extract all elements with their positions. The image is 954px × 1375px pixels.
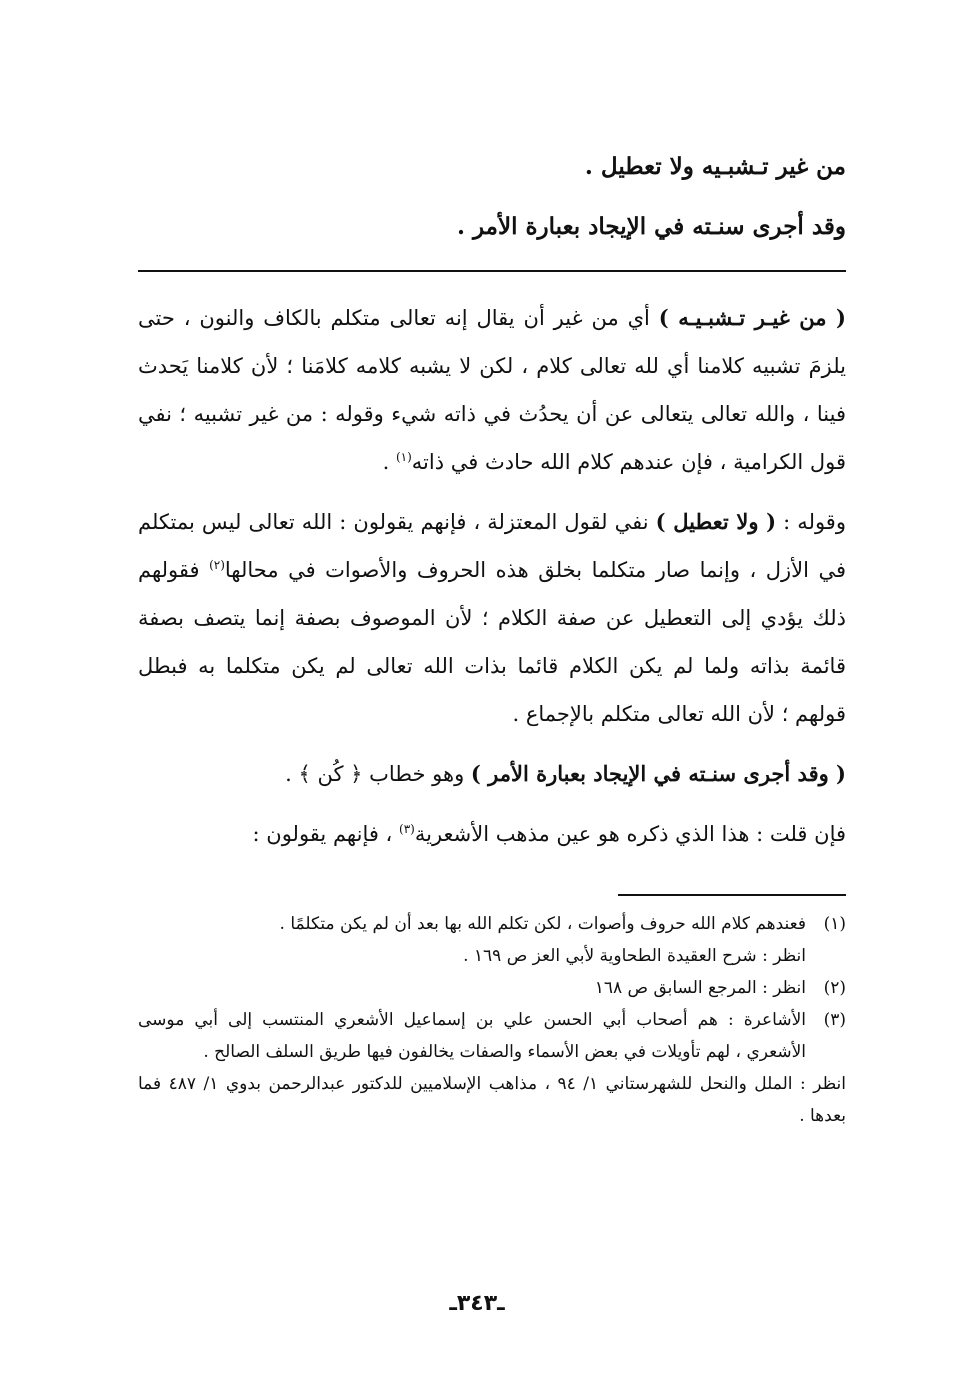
footnote-text: فعندهم كلام الله حروف وأصوات ، لكن تكلم الله بها بعد أن لم يكن متكلمًا . (279, 914, 806, 934)
footnote-text: انظر : المرجع السابق ص ١٦٨ (594, 978, 806, 998)
paragraph-end: . (382, 450, 396, 474)
footnote-3 (138, 1004, 846, 1068)
footnote-text: الأشاعرة : هم أصحاب أبي الحسن علي بن إسماعيل الأشعري المنتسب إلى أبي موسى الأشعري ، لهم تأويلات في بعض الأسماء والصفات يخالفون فيها طريق السلف الصالح . (138, 1010, 806, 1062)
footnote-number: (٢) (823, 978, 846, 998)
footnote-ref-2[interactable]: (٢) (209, 558, 225, 572)
footnotes (138, 908, 846, 1132)
quoted-phrase: ( ولا تعطيل ) (655, 509, 777, 534)
footnote-1 (138, 908, 846, 940)
matn-line-1: من غير تـشبـيه ولا تعطيل . (584, 153, 846, 180)
paragraph-end: فقولهم ذلك يؤدي إلى التعطيل عن صفة الكلام ؛ لأن الموصوف بصفة إنما يتصف بصفة قائمة بذاته ولما لم يكن الكلام قائما بذات الله تعالى لم يكن متكلما به فبطل قولهم ؛ لأن الله تعالى متكلم بالإجماع . (138, 558, 846, 726)
paragraph-end: ، فإنهم يقولون : (252, 822, 400, 846)
commentary (138, 294, 846, 858)
quoted-phrase: ( وقد أجرى سنـته في الإيجاد بعبارة الأمر ) (470, 761, 846, 786)
quoted-phrase: ( من غيـر تـشبـيـه ) (658, 305, 846, 330)
matn-divider (138, 270, 846, 272)
paragraph-start: وقوله : (776, 510, 846, 534)
commentary-paragraph-3 (138, 750, 846, 798)
paragraph-text: وهو خطاب ﴿ كُن ﴾ . (285, 762, 471, 786)
matn-line-2: وقد أجرى سنـته في الإيجاد بعبارة الأمر . (456, 213, 846, 240)
footnote-number: (٣) (823, 1010, 846, 1030)
commentary-paragraph-4 (138, 810, 846, 858)
page-body (138, 150, 846, 1132)
paragraph-text: فإن قلت : هذا الذي ذكره هو عين مذهب الأشعرية (414, 822, 846, 846)
footnote-ref-3[interactable]: (٣) (399, 822, 415, 836)
paragraph-text: أي من غير أن يقال إنه تعالى متكلم بالكاف والنون ، حتى يلزمَ تشبيه كلامنا أي لله تعالى كلام ، لكن لا يشبه كلامه كلامَنا ؛ لأن كلامنا يَحدث فينا ، والله تعالى يتعالى عن أن يحدُث في ذاته شيء وقوله : من غير تشبيه ؛ نفي قول الكرامية ، فإن عندهم كلام الله حادث في ذاته (138, 306, 846, 474)
paragraph-text: نفي لقول المعتزلة ، فإنهم يقولون : الله تعالى ليس بمتكلم في الأزل ، وإنما صار متكلما بخلق هذه الحروف والأصوات في محالها (138, 510, 846, 582)
page-number: ـ٣٤٣ـ (449, 1291, 505, 1316)
footnote-2 (138, 972, 846, 1004)
footnote-divider (618, 894, 846, 896)
footnote-ref-1[interactable]: (١) (395, 450, 412, 464)
footnote-number: (١) (823, 914, 846, 934)
commentary-paragraph-1 (138, 294, 846, 486)
footnote-1-reference: انظر : شرح العقيدة الطحاوية لأبي العز ص ١٦٩ . (463, 946, 806, 966)
footnote-3-reference: انظر : الملل والنحل للشهرستاني ١/ ٩٤ ، مذاهب الإسلاميين للدكتور عبدالرحمن بدوي ١/ ٤٨٧ فما بعدها . (138, 1074, 846, 1126)
matn-text (138, 150, 846, 244)
commentary-paragraph-2 (138, 498, 846, 738)
